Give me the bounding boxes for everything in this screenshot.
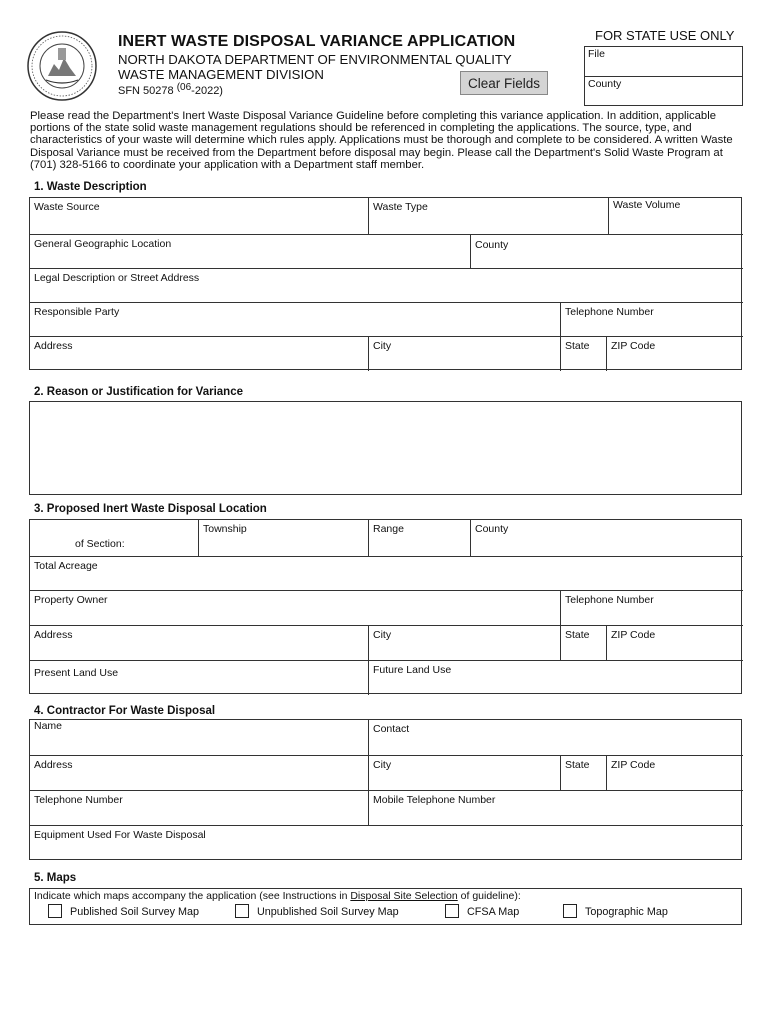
telephone-field[interactable] — [560, 590, 743, 625]
geo-location-field[interactable] — [30, 234, 470, 268]
field-label: City — [373, 340, 392, 352]
waste-type-field[interactable] — [368, 198, 608, 234]
county-field[interactable] — [470, 234, 743, 268]
telephone-field[interactable] — [560, 302, 743, 336]
topographic-map-label: Topographic Map — [585, 906, 668, 918]
field-label: Township — [203, 523, 247, 535]
field-label: Equipment Used For Waste Disposal — [34, 829, 206, 841]
state-use-box — [584, 46, 743, 106]
field-label: Legal Description or Street Address — [34, 272, 200, 284]
maps-row — [29, 888, 742, 925]
section-3-title: 3. Proposed Inert Waste Disposal Location — [34, 503, 267, 515]
field-label: Telephone Number — [565, 594, 654, 606]
legal-description-field[interactable] — [30, 268, 743, 302]
published-soil-survey-checkbox[interactable] — [48, 904, 62, 918]
field-label: Address — [34, 340, 73, 352]
field-label: Total Acreage — [34, 560, 98, 572]
county-field[interactable] — [470, 520, 743, 556]
zip-field[interactable] — [606, 625, 743, 660]
field-label: County — [475, 523, 509, 535]
waste-source-field[interactable] — [30, 198, 368, 234]
address-field[interactable] — [30, 625, 368, 660]
state-field[interactable] — [560, 625, 606, 660]
state-use-title: FOR STATE USE ONLY — [595, 28, 735, 43]
property-owner-field[interactable] — [30, 590, 560, 625]
field-label: Waste Type — [373, 201, 428, 213]
zip-field[interactable] — [606, 755, 743, 790]
published-soil-survey-label: Published Soil Survey Map — [70, 906, 200, 918]
state-field[interactable] — [560, 336, 606, 371]
field-label: ZIP Code — [611, 629, 656, 641]
field-label: Mobile Telephone Number — [373, 794, 496, 806]
field-label: County — [475, 239, 509, 251]
field-label: City — [373, 759, 392, 771]
unpublished-soil-survey-label: Unpublished Soil Survey Map — [257, 906, 399, 918]
state-field[interactable] — [560, 755, 606, 790]
section-1-title: 1. Waste Description — [34, 181, 147, 193]
state-file-field[interactable]: File — [588, 48, 605, 60]
contact-field[interactable] — [368, 720, 743, 755]
present-land-use-field[interactable] — [30, 660, 368, 695]
field-label: Future Land Use — [373, 664, 452, 676]
section-4-grid — [29, 719, 742, 860]
address-field[interactable] — [30, 755, 368, 790]
field-label: ZIP Code — [611, 340, 656, 352]
department-name: NORTH DAKOTA DEPARTMENT OF ENVIRONMENTAL QUALITY — [118, 52, 512, 67]
section-1-grid — [29, 197, 742, 370]
state-seal-icon — [26, 30, 98, 102]
city-field[interactable] — [368, 625, 560, 660]
mobile-telephone-field[interactable] — [368, 790, 743, 825]
field-label: of Section: — [75, 538, 125, 550]
range-field[interactable] — [368, 520, 470, 556]
unpublished-soil-survey-checkbox[interactable] — [235, 904, 249, 918]
quarter-section-field[interactable] — [30, 520, 198, 556]
field-label: State — [565, 629, 590, 641]
field-label: Property Owner — [34, 594, 108, 606]
field-label: City — [373, 629, 392, 641]
field-label: Address — [34, 629, 73, 641]
topographic-map-checkbox[interactable] — [563, 904, 577, 918]
clear-fields-button[interactable]: Clear Fields — [460, 71, 548, 95]
field-label: State — [565, 340, 590, 352]
field-label: Waste Source — [34, 201, 100, 213]
field-label: Name — [34, 720, 63, 732]
zip-field[interactable] — [606, 336, 743, 371]
city-field[interactable] — [368, 755, 560, 790]
intro-paragraph: Please read the Department's Inert Waste Disposal Variance Guideline before completing this variance application. In addition, applicable portions of the state solid waste management regulations should be referenced in completing the applications. The source, type, and characteristics of your waste will determine which rules apply. Applications must be thorough and complete to be considered. A written Waste Disposal Variance must be received from the Department before disposal may begin. Please call the Department's Solid Waste Program at (701) 328-5166 to coordinate your application with a Department staff member. — [30, 110, 733, 171]
contractor-name-field[interactable] — [30, 720, 368, 755]
justification-textarea[interactable] — [29, 401, 742, 495]
field-label: Telephone Number — [34, 794, 123, 806]
maps-hint: Indicate which maps accompany the application (see Instructions in Disposal Site Selection of guideline): — [34, 890, 521, 902]
city-field[interactable] — [368, 336, 560, 371]
field-label: Present Land Use — [34, 667, 119, 679]
address-field[interactable] — [30, 336, 368, 371]
total-acreage-field[interactable] — [30, 556, 743, 590]
cfsa-map-label: CFSA Map — [467, 906, 520, 918]
form-number: SFN 50278 $^{(06}$-2022) — [118, 82, 223, 97]
state-county-field[interactable]: County — [585, 76, 742, 105]
field-label: Range — [373, 523, 404, 535]
cfsa-map-checkbox[interactable] — [445, 904, 459, 918]
field-label: ZIP Code — [611, 759, 656, 771]
section-5-title: 5. Maps — [34, 872, 77, 884]
future-land-use-field[interactable] — [368, 660, 743, 695]
equipment-field[interactable] — [30, 825, 743, 861]
responsible-party-field[interactable] — [30, 302, 560, 336]
form-title: INERT WASTE DISPOSAL VARIANCE APPLICATION — [118, 33, 516, 50]
section-4-title: 4. Contractor For Waste Disposal — [34, 705, 216, 717]
field-label: Contact — [373, 723, 410, 735]
division-name: WASTE MANAGEMENT DIVISION — [118, 67, 324, 82]
field-label: General Geographic Location — [34, 238, 172, 250]
section-3-grid — [29, 519, 742, 694]
field-label: Address — [34, 759, 73, 771]
field-label: State — [565, 759, 590, 771]
field-label: Waste Volume — [613, 199, 681, 211]
field-label: Telephone Number — [565, 306, 654, 318]
section-2-title: 2. Reason or Justification for Variance — [34, 386, 243, 398]
township-field[interactable] — [198, 520, 368, 556]
waste-volume-field[interactable] — [608, 198, 743, 234]
field-label: Responsible Party — [34, 306, 120, 318]
telephone-field[interactable] — [30, 790, 368, 825]
